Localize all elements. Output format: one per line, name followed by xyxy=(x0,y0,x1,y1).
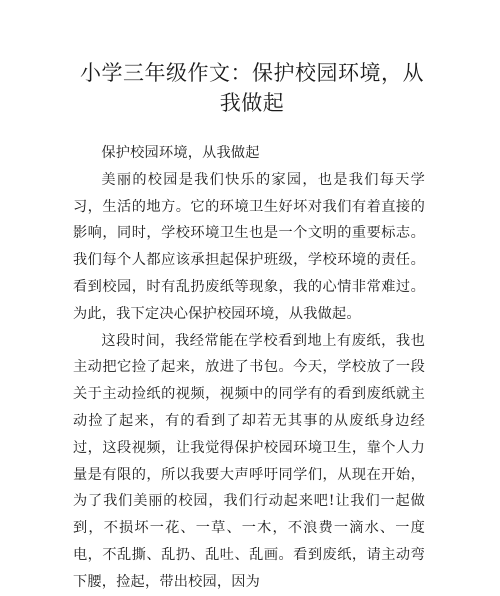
document-body xyxy=(73,140,425,596)
body-paragraph-2: 这段时间，我经常能在学校看到地上有废纸，我也主动把它捡了起来，放进了书包。今天，学校放了一段关于主动捡纸的视频，视频中的同学有的看到废纸就主动捡了起来，有的看到了却若无其事的从废纸身边经过，这段视频，让我觉得保护校园环境卫生，靠个人力量是有限的，所以我要大声呼吁同学们，从现在开始，为了我们美丽的校园，我们行动起来吧!让我们一起做到，不损坏一花、一草、一木，不浪费一滴水、一度电，不乱撕、乱扔、乱吐、乱画。看到废纸，请主动弯下腰，捡起，带出校园，因为 xyxy=(73,332,425,590)
body-subheading: 保护校园环境，从我做起 xyxy=(101,145,260,161)
document-title: 小学三年级作文：保护校园环境，从我做起 xyxy=(80,61,424,115)
body-paragraph-1: 美丽的校园是我们快乐的家园，也是我们每天学习，生活的地方。它的环境卫生好坏对我们有着直接的影响，同时，学校环境卫生也是一个文明的重要标志。我们每个人都应该承担起保护班级，学校环境的责任。看到校园，时有乱扔废纸等现象，我的心情非常难过。为此，我下定决心保护校园环境，从我做起。 xyxy=(73,171,425,322)
